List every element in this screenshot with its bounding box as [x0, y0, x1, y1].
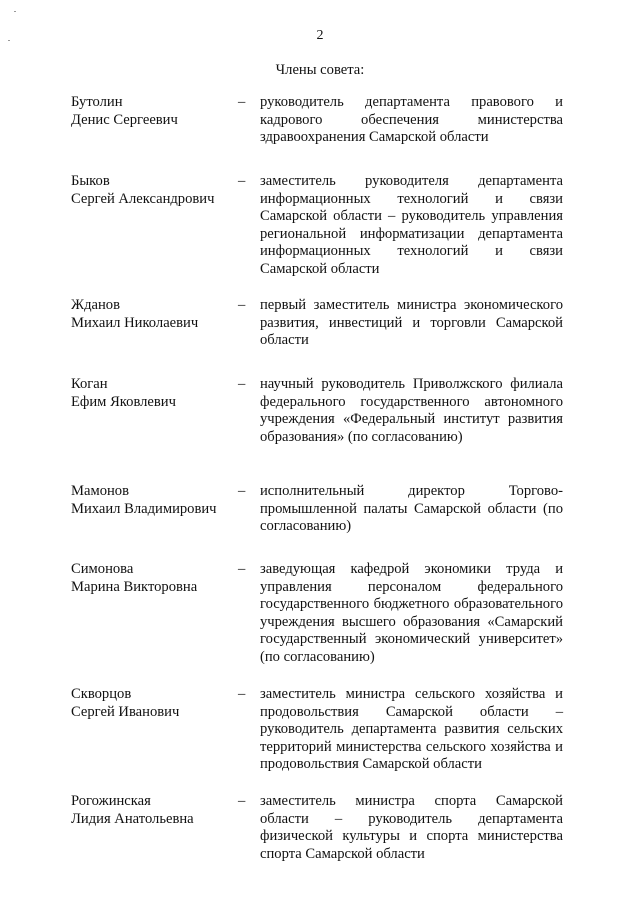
member-surname: Рогожинская: [71, 793, 151, 809]
member-role: руководитель департамента правового и кадрового обеспечения министерства здравоохранения Самарской области: [260, 94, 563, 146]
member-name: [71, 173, 236, 208]
member-surname: Мамонов: [71, 483, 129, 499]
member-role: заместитель руководителя департамента информационных технологий и связи Самарской области – руководитель управления региональной информатизации департамента информационных технологий и связи Самарской области: [260, 173, 563, 277]
member-surname: Скворцов: [71, 686, 132, 702]
member-given-names: Сергей Иванович: [71, 703, 180, 720]
member-role: заведующая кафедрой экономики труда и управления персоналом федерального государственного бюджетного образовательного учреждения высшего образования «Самарский государственный экономический университет» (по согласованию): [260, 561, 563, 665]
section-title: Члены совета:: [275, 62, 365, 78]
member-given-names: Сергей Александрович: [71, 190, 215, 207]
member-name: [71, 483, 236, 518]
member-name: [71, 94, 236, 129]
member-role: заместитель министра сельского хозяйства и продовольствия Самарской области – руководитель департамента развития сельских территорий министерства сельского хозяйства и продовольствия Самарской области: [260, 686, 563, 773]
member-dash: –: [238, 173, 246, 189]
member-surname: Симонова: [71, 561, 134, 577]
member-surname: Бутолин: [71, 94, 123, 110]
member-name: [71, 686, 236, 721]
member-dash: –: [238, 561, 246, 577]
member-given-names: Михаил Николаевич: [71, 314, 199, 331]
member-given-names: Марина Викторовна: [71, 578, 198, 595]
member-given-names: Михаил Владимирович: [71, 500, 217, 517]
member-surname: Быков: [71, 173, 110, 189]
page-number: 2: [316, 28, 324, 43]
member-name: [71, 561, 236, 596]
scan-mark: [14, 11, 16, 12]
member-surname: Коган: [71, 376, 108, 392]
member-dash: –: [238, 376, 246, 392]
member-dash: –: [238, 793, 246, 809]
member-dash: –: [238, 94, 246, 110]
member-name: [71, 793, 236, 828]
member-name: [71, 376, 236, 411]
scan-mark: [8, 40, 10, 41]
member-role: заместитель министра спорта Самарской области – руководитель департамента физической культуры и спорта министерства спорта Самарской области: [260, 793, 563, 862]
member-given-names: Ефим Яковлевич: [71, 393, 176, 410]
member-role: первый заместитель министра экономического развития, инвестиций и торговли Самарской области: [260, 297, 563, 349]
member-given-names: Лидия Анатольевна: [71, 810, 194, 827]
member-given-names: Денис Сергеевич: [71, 111, 178, 128]
member-surname: Жданов: [71, 297, 120, 313]
member-name: [71, 297, 236, 332]
member-role: научный руководитель Приволжского филиала федерального государственного автономного учреждения «Федеральный институт развития образования» (по согласованию): [260, 376, 563, 445]
member-dash: –: [238, 297, 246, 313]
member-dash: –: [238, 483, 246, 499]
member-role: исполнительный директор Торгово-промышленной палаты Самарской области (по согласованию): [260, 483, 563, 535]
member-dash: –: [238, 686, 246, 702]
